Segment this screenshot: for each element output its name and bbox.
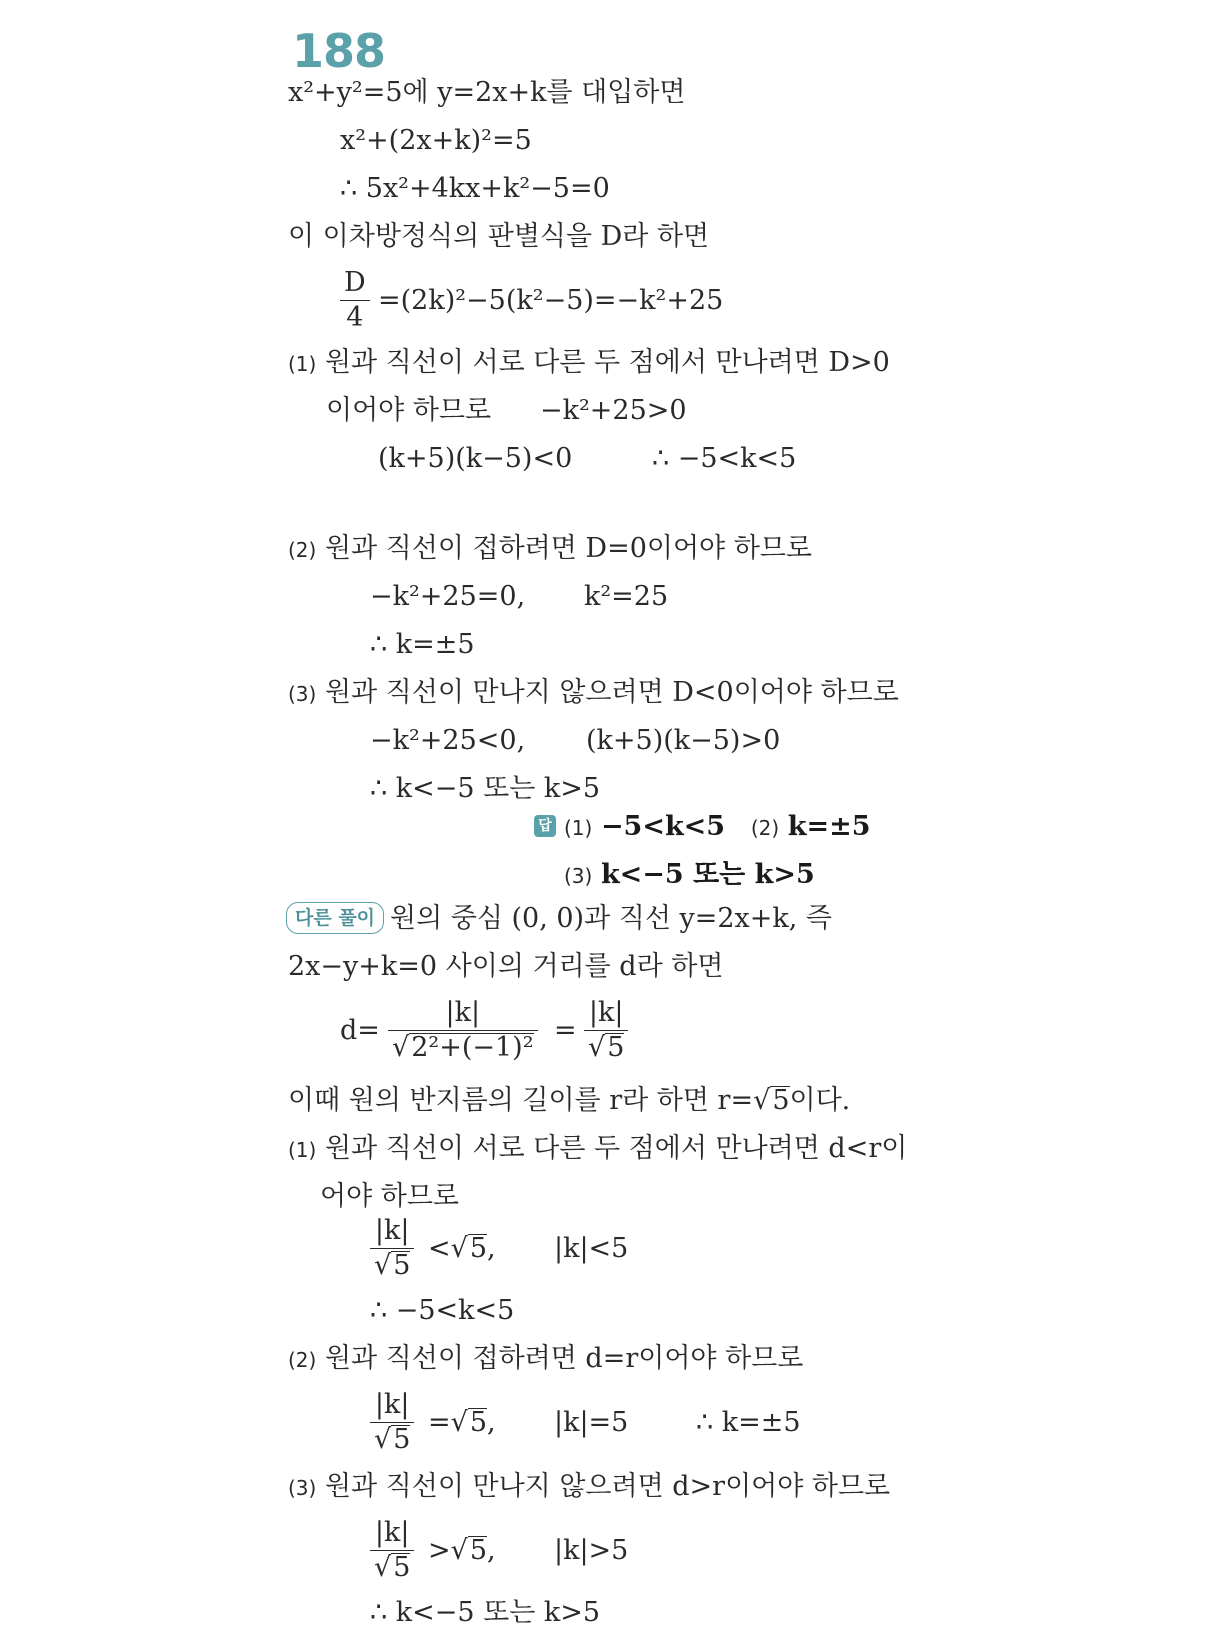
discriminant-fraction: [340, 268, 370, 333]
answer-1: −5<k<5: [600, 811, 726, 842]
fraction-denominator: √5: [374, 1250, 411, 1281]
answer-2: k=±5: [787, 811, 871, 842]
case-label: (3): [288, 682, 317, 706]
fraction-numerator: D: [344, 267, 366, 298]
alt-case3-abs: |k|>5: [554, 1535, 629, 1566]
fraction-denominator: √2²+(−1)²: [392, 1032, 534, 1063]
case1-inequality: −k²+25>0: [540, 395, 687, 426]
case2-result: ∴ k=±5: [370, 629, 475, 660]
fraction-numerator: |k|: [445, 997, 481, 1028]
distance-fraction-1: [388, 998, 538, 1063]
case-label: (1): [288, 352, 317, 376]
case-label: (2): [288, 1348, 317, 1372]
fraction-numerator: |k|: [374, 1215, 410, 1246]
case-text: 원과 직선이 만나지 않으려면 d>r이어야 하므로: [324, 1471, 891, 1502]
radical: 5: [469, 1407, 488, 1438]
fraction-bar: [370, 1550, 414, 1551]
quadratic-equation: ∴ 5x²+4kx+k²−5=0: [340, 173, 610, 204]
radius-tail: 이다.: [789, 1085, 851, 1116]
fraction-denominator: √5: [374, 1552, 411, 1583]
alt-case3-inequality: >√5,: [428, 1535, 496, 1566]
distance-lhs: d=: [340, 1015, 380, 1046]
relation: <: [428, 1233, 451, 1264]
fraction-bar: [370, 1248, 414, 1249]
alt-case2-fraction: [370, 1390, 414, 1455]
radical: 5: [772, 1085, 790, 1116]
distance-equals: =: [554, 1015, 577, 1046]
answer-line-1: [564, 810, 871, 845]
alt-case3-condition: [288, 1470, 890, 1505]
case-label: (3): [288, 1476, 317, 1500]
alt-case1-condition: [288, 1132, 907, 1167]
discriminant-intro: 이 이차방정식의 판별식을 D라 하면: [288, 221, 710, 252]
case-label: (2): [288, 538, 317, 562]
fraction-denominator: √5: [374, 1424, 411, 1455]
alt-case2-condition: [288, 1342, 803, 1377]
alt-case1-condition-cont: 어야 하므로: [320, 1181, 459, 1212]
case3-factored: (k+5)(k−5)>0: [586, 725, 781, 756]
fraction-bar: [584, 1030, 628, 1031]
alternate-solution-badge: 다른 풀이: [286, 902, 384, 934]
alt-intro-line-1: 원의 중심 (0, 0)과 직선 y=2x+k, 즉: [390, 903, 833, 934]
comma: ,: [487, 1535, 496, 1566]
case2-condition: [288, 532, 812, 567]
case-text: 원과 직선이 접하려면 D=0이어야 하므로: [324, 533, 812, 564]
radius-line: 이때 원의 반지름의 길이를 r라 하면 r=√5이다.: [288, 1085, 851, 1116]
case1-condition-cont: 이어야 하므로: [326, 395, 492, 426]
radius-text: 이때 원의 반지름의 길이를 r라 하면 r=: [288, 1085, 754, 1116]
alt-case1-result: ∴ −5<k<5: [370, 1295, 515, 1326]
fraction-denominator: 4: [346, 302, 364, 333]
answer-label: (1): [564, 816, 593, 840]
distance-fraction-2: [584, 998, 628, 1063]
problem-number: 188: [292, 24, 386, 78]
alt-case2-abs: |k|=5: [554, 1407, 629, 1438]
case1-condition: [288, 346, 890, 381]
case1-factored: (k+5)(k−5)<0: [378, 443, 573, 474]
case3-result: ∴ k<−5 또는 k>5: [370, 773, 601, 804]
case-text: 원과 직선이 서로 다른 두 점에서 만나려면 D>0: [324, 347, 890, 378]
relation: >: [428, 1535, 451, 1566]
radical: 5: [393, 1250, 411, 1281]
alt-case2-equation: =√5,: [428, 1407, 496, 1438]
fraction-numerator: |k|: [374, 1517, 410, 1548]
radical: 5: [607, 1032, 625, 1063]
comma: ,: [487, 1233, 496, 1264]
radical: 2²+(−1)²: [411, 1032, 534, 1063]
case-text: 원과 직선이 서로 다른 두 점에서 만나려면 d<r이: [324, 1133, 908, 1164]
answer-label: (3): [564, 864, 593, 888]
answer-3: k<−5 또는 k>5: [600, 859, 815, 890]
case3-condition: [288, 676, 899, 711]
case3-inequality: −k²+25<0,: [370, 725, 526, 756]
alt-intro-line-2: 2x−y+k=0 사이의 거리를 d라 하면: [288, 951, 724, 982]
fraction-bar: [340, 300, 370, 301]
alt-case2-result: ∴ k=±5: [696, 1407, 801, 1438]
case2-equation-b: k²=25: [584, 581, 669, 612]
case-text: 원과 직선이 만나지 않으려면 D<0이어야 하므로: [324, 677, 899, 708]
alt-case3-result: ∴ k<−5 또는 k>5: [370, 1597, 601, 1628]
case2-equation: −k²+25=0,: [370, 581, 526, 612]
case1-result: ∴ −5<k<5: [652, 443, 797, 474]
answer-badge: 답: [534, 815, 556, 837]
case-text: 원과 직선이 접하려면 d=r이어야 하므로: [324, 1343, 804, 1374]
radical: 5: [469, 1233, 488, 1264]
fraction-bar: [370, 1422, 414, 1423]
radical: 5: [469, 1535, 488, 1566]
answer-label: (2): [750, 816, 780, 840]
fraction-numerator: |k|: [374, 1389, 410, 1420]
radical: 5: [393, 1424, 411, 1455]
alt-case3-fraction: [370, 1518, 414, 1583]
case-label: (1): [288, 1138, 317, 1162]
substitution-line: x²+y²=5에 y=2x+k를 대입하면: [288, 77, 686, 108]
discriminant-expression: =(2k)²−5(k²−5)=−k²+25: [378, 285, 724, 316]
fraction-denominator: √5: [588, 1032, 625, 1063]
alt-case1-fraction: [370, 1216, 414, 1281]
substituted-equation: x²+(2x+k)²=5: [340, 125, 532, 156]
comma: ,: [487, 1407, 496, 1438]
relation: =: [428, 1407, 451, 1438]
radical: 5: [393, 1552, 411, 1583]
answer-line-2: [564, 858, 815, 893]
fraction-bar: [388, 1030, 538, 1031]
alt-case1-inequality: <√5,: [428, 1233, 496, 1264]
alt-case1-abs: |k|<5: [554, 1233, 629, 1264]
fraction-numerator: |k|: [588, 997, 624, 1028]
